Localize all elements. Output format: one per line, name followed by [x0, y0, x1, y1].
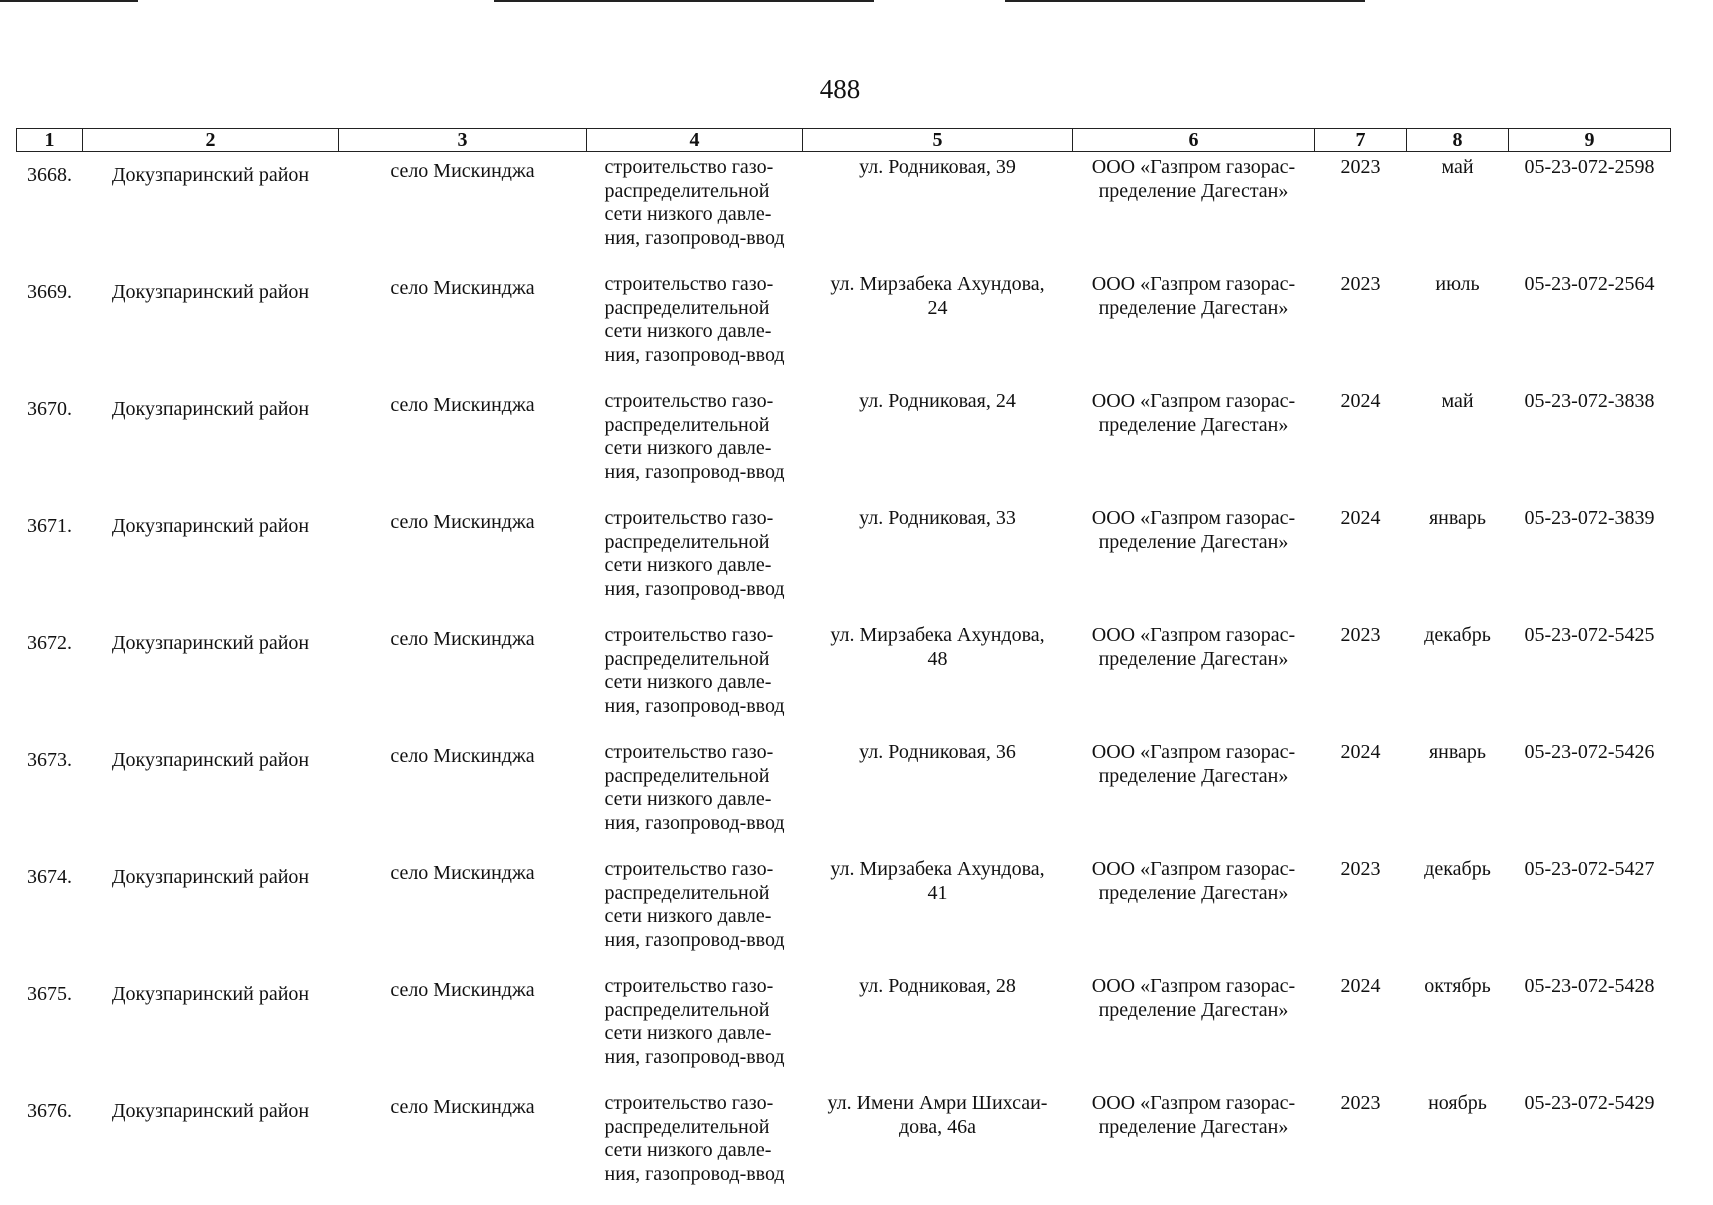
district-cell: Докузпаринский район — [83, 152, 339, 270]
month-cell: ноябрь — [1407, 1088, 1509, 1205]
top-edge-rule-mid — [494, 0, 874, 2]
village-cell: село Мискинджа — [339, 503, 587, 620]
village-cell: село Мискинджа — [339, 269, 587, 386]
village-cell: село Мискинджа — [339, 152, 587, 270]
organization-cell-line: ООО «Газпром газорас- — [1077, 858, 1311, 882]
month-cell: июль — [1407, 269, 1509, 386]
organization-cell-line: ООО «Газпром газорас- — [1077, 975, 1311, 999]
organization-cell-line: ООО «Газпром газорас- — [1077, 507, 1311, 531]
month-cell: май — [1407, 386, 1509, 503]
code-cell: 05-23-072-5427 — [1509, 854, 1671, 971]
organization-cell-line: пределение Дагестан» — [1077, 531, 1311, 555]
code-cell: 05-23-072-2564 — [1509, 269, 1671, 386]
table-row — [17, 152, 1671, 270]
organization-cell-line: ООО «Газпром газорас- — [1077, 390, 1311, 414]
work-description-cell-line: строительство газо- — [605, 507, 799, 531]
table-row — [17, 737, 1671, 854]
row-number: 3669. — [17, 269, 83, 386]
village-cell: село Мискинджа — [339, 1088, 587, 1205]
column-header-7: 7 — [1315, 129, 1407, 152]
month-cell: декабрь — [1407, 620, 1509, 737]
table-row — [17, 503, 1671, 620]
work-description-cell-line: строительство газо- — [605, 975, 799, 999]
district-cell: Докузпаринский район — [83, 386, 339, 503]
work-description-cell-line: распределительной — [605, 882, 799, 906]
table-row — [17, 620, 1671, 737]
top-edge-rule-left — [0, 0, 138, 2]
address-cell-line: дова, 46а — [807, 1116, 1069, 1140]
work-description-cell-line: распределительной — [605, 531, 799, 555]
year-cell: 2023 — [1315, 620, 1407, 737]
work-description-cell-line: сети низкого давле- — [605, 905, 799, 929]
work-description-cell — [587, 620, 803, 737]
row-number: 3673. — [17, 737, 83, 854]
address-cell — [803, 386, 1073, 503]
column-number-header-row — [17, 129, 1671, 152]
address-cell — [803, 971, 1073, 1088]
work-description-cell-line: сети низкого давле- — [605, 1022, 799, 1046]
table-body — [17, 152, 1671, 1205]
code-cell: 05-23-072-3838 — [1509, 386, 1671, 503]
work-description-cell-line: ния, газопровод-ввод — [605, 1046, 799, 1070]
column-header-4: 4 — [587, 129, 803, 152]
column-header-5: 5 — [803, 129, 1073, 152]
table-row — [17, 269, 1671, 386]
work-description-cell-line: распределительной — [605, 999, 799, 1023]
organization-cell — [1073, 1088, 1315, 1205]
organization-cell — [1073, 620, 1315, 737]
year-cell: 2024 — [1315, 503, 1407, 620]
month-cell: декабрь — [1407, 854, 1509, 971]
row-number: 3676. — [17, 1088, 83, 1205]
work-description-cell — [587, 503, 803, 620]
work-description-cell — [587, 152, 803, 270]
address-cell — [803, 620, 1073, 737]
row-number: 3675. — [17, 971, 83, 1088]
address-cell-line: ул. Родниковая, 28 — [807, 975, 1069, 999]
code-cell: 05-23-072-5429 — [1509, 1088, 1671, 1205]
work-description-cell — [587, 269, 803, 386]
work-description-cell-line: ния, газопровод-ввод — [605, 695, 799, 719]
organization-cell-line: ООО «Газпром газорас- — [1077, 273, 1311, 297]
work-description-cell — [587, 386, 803, 503]
row-number: 3672. — [17, 620, 83, 737]
row-number: 3671. — [17, 503, 83, 620]
records-table — [16, 128, 1671, 1205]
address-cell-line: 24 — [807, 297, 1069, 321]
work-description-cell-line: сети низкого давле- — [605, 554, 799, 578]
work-description-cell-line: сети низкого давле- — [605, 203, 799, 227]
address-cell-line: ул. Мирзабека Ахундова, — [807, 624, 1069, 648]
organization-cell-line: ООО «Газпром газорас- — [1077, 156, 1311, 180]
organization-cell-line: пределение Дагестан» — [1077, 882, 1311, 906]
village-cell: село Мискинджа — [339, 854, 587, 971]
address-cell-line: 41 — [807, 882, 1069, 906]
organization-cell-line: пределение Дагестан» — [1077, 1116, 1311, 1140]
organization-cell-line: ООО «Газпром газорас- — [1077, 741, 1311, 765]
table-row — [17, 1088, 1671, 1205]
address-cell-line: ул. Родниковая, 24 — [807, 390, 1069, 414]
work-description-cell-line: распределительной — [605, 297, 799, 321]
district-cell: Докузпаринский район — [83, 269, 339, 386]
organization-cell-line: пределение Дагестан» — [1077, 765, 1311, 789]
code-cell: 05-23-072-5425 — [1509, 620, 1671, 737]
work-description-cell-line: ния, газопровод-ввод — [605, 812, 799, 836]
address-cell — [803, 854, 1073, 971]
year-cell: 2024 — [1315, 386, 1407, 503]
work-description-cell-line: строительство газо- — [605, 1092, 799, 1116]
work-description-cell-line: распределительной — [605, 765, 799, 789]
village-cell: село Мискинджа — [339, 971, 587, 1088]
top-edge-rule-right — [1005, 0, 1365, 2]
work-description-cell-line: сети низкого давле- — [605, 1139, 799, 1163]
address-cell-line: ул. Имени Амри Шихсаи- — [807, 1092, 1069, 1116]
work-description-cell-line: сети низкого давле- — [605, 320, 799, 344]
work-description-cell-line: строительство газо- — [605, 273, 799, 297]
year-cell: 2023 — [1315, 152, 1407, 270]
address-cell — [803, 1088, 1073, 1205]
address-cell-line: 48 — [807, 648, 1069, 672]
year-cell: 2024 — [1315, 737, 1407, 854]
row-number: 3674. — [17, 854, 83, 971]
column-header-9: 9 — [1509, 129, 1671, 152]
work-description-cell — [587, 1088, 803, 1205]
work-description-cell-line: распределительной — [605, 414, 799, 438]
address-cell-line: ул. Родниковая, 39 — [807, 156, 1069, 180]
work-description-cell-line: ния, газопровод-ввод — [605, 1163, 799, 1187]
district-cell: Докузпаринский район — [83, 1088, 339, 1205]
work-description-cell-line: ния, газопровод-ввод — [605, 344, 799, 368]
year-cell: 2023 — [1315, 1088, 1407, 1205]
code-cell: 05-23-072-5428 — [1509, 971, 1671, 1088]
row-number: 3670. — [17, 386, 83, 503]
table-row — [17, 854, 1671, 971]
month-cell: октябрь — [1407, 971, 1509, 1088]
organization-cell-line: пределение Дагестан» — [1077, 180, 1311, 204]
address-cell-line: ул. Родниковая, 33 — [807, 507, 1069, 531]
address-cell — [803, 269, 1073, 386]
row-number: 3668. — [17, 152, 83, 270]
address-cell-line: ул. Мирзабека Ахундова, — [807, 273, 1069, 297]
work-description-cell-line: строительство газо- — [605, 858, 799, 882]
organization-cell — [1073, 152, 1315, 270]
page-number: 488 — [0, 74, 1680, 105]
work-description-cell — [587, 737, 803, 854]
code-cell: 05-23-072-3839 — [1509, 503, 1671, 620]
work-description-cell-line: строительство газо- — [605, 390, 799, 414]
village-cell: село Мискинджа — [339, 386, 587, 503]
address-cell-line: ул. Родниковая, 36 — [807, 741, 1069, 765]
work-description-cell-line: распределительной — [605, 1116, 799, 1140]
column-header-1: 1 — [17, 129, 83, 152]
column-header-6: 6 — [1073, 129, 1315, 152]
organization-cell — [1073, 737, 1315, 854]
code-cell: 05-23-072-5426 — [1509, 737, 1671, 854]
work-description-cell-line: ния, газопровод-ввод — [605, 227, 799, 251]
address-cell-line: ул. Мирзабека Ахундова, — [807, 858, 1069, 882]
organization-cell-line: ООО «Газпром газорас- — [1077, 1092, 1311, 1116]
year-cell: 2023 — [1315, 269, 1407, 386]
organization-cell — [1073, 269, 1315, 386]
district-cell: Докузпаринский район — [83, 971, 339, 1088]
year-cell: 2023 — [1315, 854, 1407, 971]
table-row — [17, 386, 1671, 503]
column-header-8: 8 — [1407, 129, 1509, 152]
table-row — [17, 971, 1671, 1088]
organization-cell — [1073, 386, 1315, 503]
organization-cell-line: пределение Дагестан» — [1077, 414, 1311, 438]
month-cell: май — [1407, 152, 1509, 270]
address-cell — [803, 503, 1073, 620]
work-description-cell-line: строительство газо- — [605, 624, 799, 648]
organization-cell-line: пределение Дагестан» — [1077, 648, 1311, 672]
district-cell: Докузпаринский район — [83, 503, 339, 620]
work-description-cell-line: сети низкого давле- — [605, 671, 799, 695]
village-cell: село Мискинджа — [339, 620, 587, 737]
work-description-cell — [587, 854, 803, 971]
code-cell: 05-23-072-2598 — [1509, 152, 1671, 270]
organization-cell — [1073, 854, 1315, 971]
work-description-cell-line: ния, газопровод-ввод — [605, 578, 799, 602]
column-header-2: 2 — [83, 129, 339, 152]
work-description-cell-line: сети низкого давле- — [605, 437, 799, 461]
month-cell: январь — [1407, 737, 1509, 854]
work-description-cell-line: ния, газопровод-ввод — [605, 929, 799, 953]
organization-cell-line: пределение Дагестан» — [1077, 999, 1311, 1023]
organization-cell-line: ООО «Газпром газорас- — [1077, 624, 1311, 648]
work-description-cell-line: сети низкого давле- — [605, 788, 799, 812]
district-cell: Докузпаринский район — [83, 854, 339, 971]
year-cell: 2024 — [1315, 971, 1407, 1088]
month-cell: январь — [1407, 503, 1509, 620]
work-description-cell-line: строительство газо- — [605, 156, 799, 180]
district-cell: Докузпаринский район — [83, 737, 339, 854]
organization-cell-line: пределение Дагестан» — [1077, 297, 1311, 321]
village-cell: село Мискинджа — [339, 737, 587, 854]
work-description-cell-line: строительство газо- — [605, 741, 799, 765]
organization-cell — [1073, 971, 1315, 1088]
column-header-3: 3 — [339, 129, 587, 152]
organization-cell — [1073, 503, 1315, 620]
work-description-cell-line: распределительной — [605, 180, 799, 204]
work-description-cell — [587, 971, 803, 1088]
work-description-cell-line: ния, газопровод-ввод — [605, 461, 799, 485]
work-description-cell-line: распределительной — [605, 648, 799, 672]
address-cell — [803, 152, 1073, 270]
address-cell — [803, 737, 1073, 854]
district-cell: Докузпаринский район — [83, 620, 339, 737]
